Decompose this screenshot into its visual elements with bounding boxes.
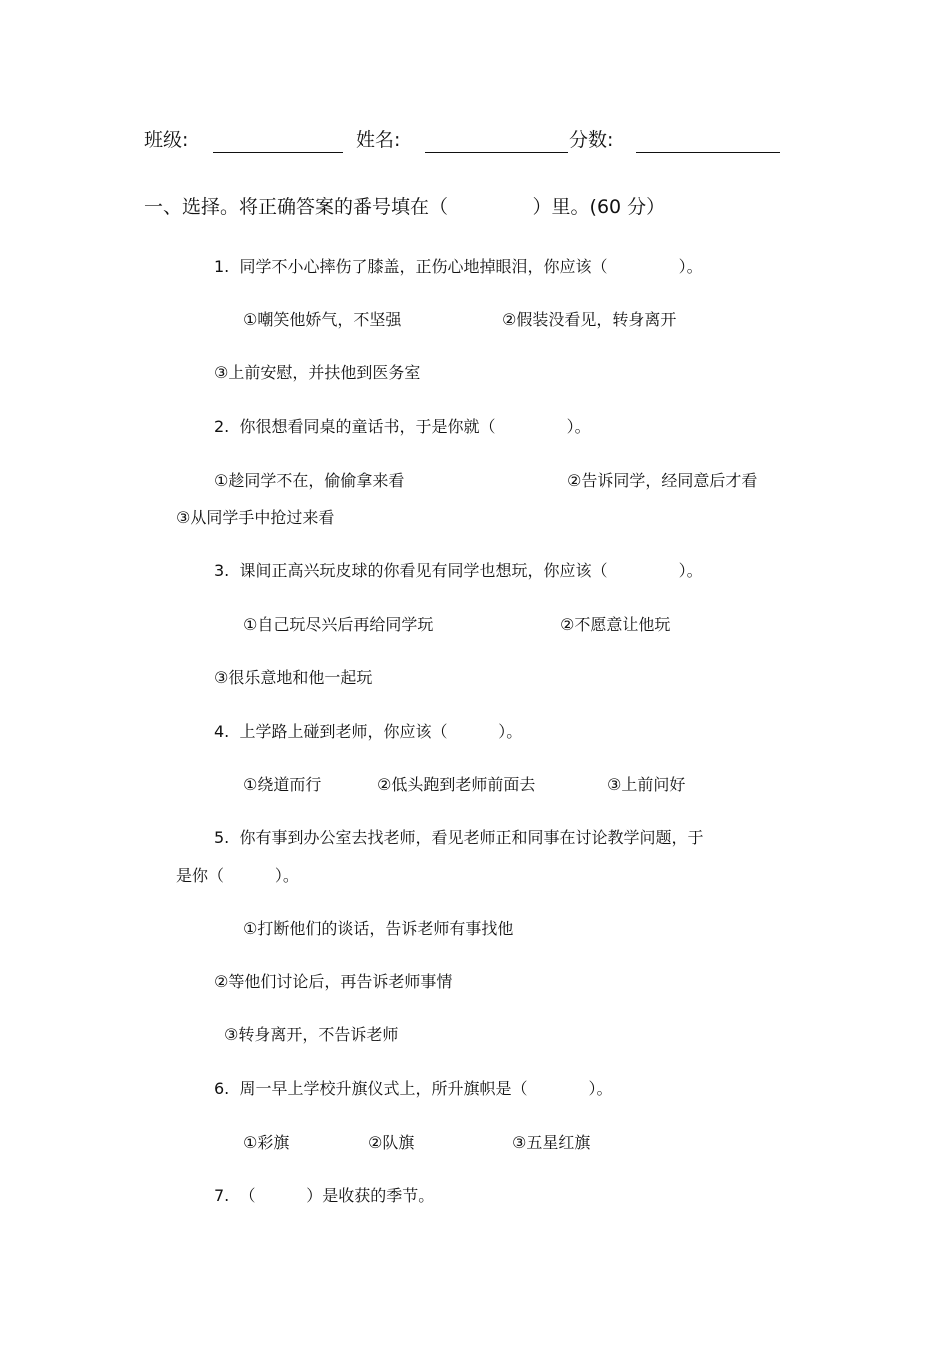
section-title: 一、选择。将正确答案的番号填在（ ）里。(60 分） bbox=[144, 196, 666, 218]
question-stem: 6. 周一早上学校升旗仪式上，所升旗帜是（ ）。 bbox=[214, 1079, 613, 1098]
option-3: ③上前安慰，并扶他到医务室 bbox=[214, 363, 421, 382]
question-stem-continued: 是你（ ）。 bbox=[176, 866, 299, 885]
name-blank-line bbox=[425, 152, 568, 153]
name-label: 姓名: bbox=[356, 129, 401, 151]
score-blank-line bbox=[636, 152, 780, 153]
score-label: 分数: bbox=[569, 129, 614, 151]
option-2: ②队旗 bbox=[368, 1133, 415, 1152]
option-1: ①绕道而行 bbox=[243, 775, 322, 794]
question-stem: 1. 同学不小心摔伤了膝盖，正伤心地掉眼泪，你应该（ ）。 bbox=[214, 257, 703, 276]
option-1: ①打断他们的谈话，告诉老师有事找他 bbox=[243, 919, 514, 938]
option-2: ②等他们讨论后，再告诉老师事情 bbox=[214, 972, 453, 991]
option-2: ②假装没看见，转身离开 bbox=[502, 310, 677, 329]
question-stem: 5. 你有事到办公室去找老师，看见老师正和同事在讨论教学问题，于 bbox=[214, 828, 704, 847]
option-1: ①趁同学不在，偷偷拿来看 bbox=[214, 471, 405, 490]
class-blank-line bbox=[213, 152, 343, 153]
option-3: ③很乐意地和他一起玩 bbox=[214, 668, 373, 687]
option-2: ②低头跑到老师前面去 bbox=[377, 775, 536, 794]
option-1: ①嘲笑他娇气，不坚强 bbox=[243, 310, 402, 329]
question-stem: 7. （ ）是收获的季节。 bbox=[214, 1186, 435, 1205]
option-2: ②告诉同学，经同意后才看 bbox=[567, 471, 758, 490]
question-stem: 2. 你很想看同桌的童话书，于是你就（ ）。 bbox=[214, 417, 591, 436]
option-3: ③五星红旗 bbox=[512, 1133, 591, 1152]
option-3: ③上前问好 bbox=[607, 775, 686, 794]
question-stem: 4. 上学路上碰到老师，你应该（ ）。 bbox=[214, 722, 523, 741]
option-1: ①彩旗 bbox=[243, 1133, 290, 1152]
question-stem: 3. 课间正高兴玩皮球的你看见有同学也想玩，你应该（ ）。 bbox=[214, 561, 703, 580]
option-1: ①自己玩尽兴后再给同学玩 bbox=[243, 615, 434, 634]
option-3: ③转身离开，不告诉老师 bbox=[224, 1025, 399, 1044]
option-3: ③从同学手中抢过来看 bbox=[176, 508, 335, 527]
class-label: 班级: bbox=[144, 129, 189, 151]
option-2: ②不愿意让他玩 bbox=[560, 615, 671, 634]
